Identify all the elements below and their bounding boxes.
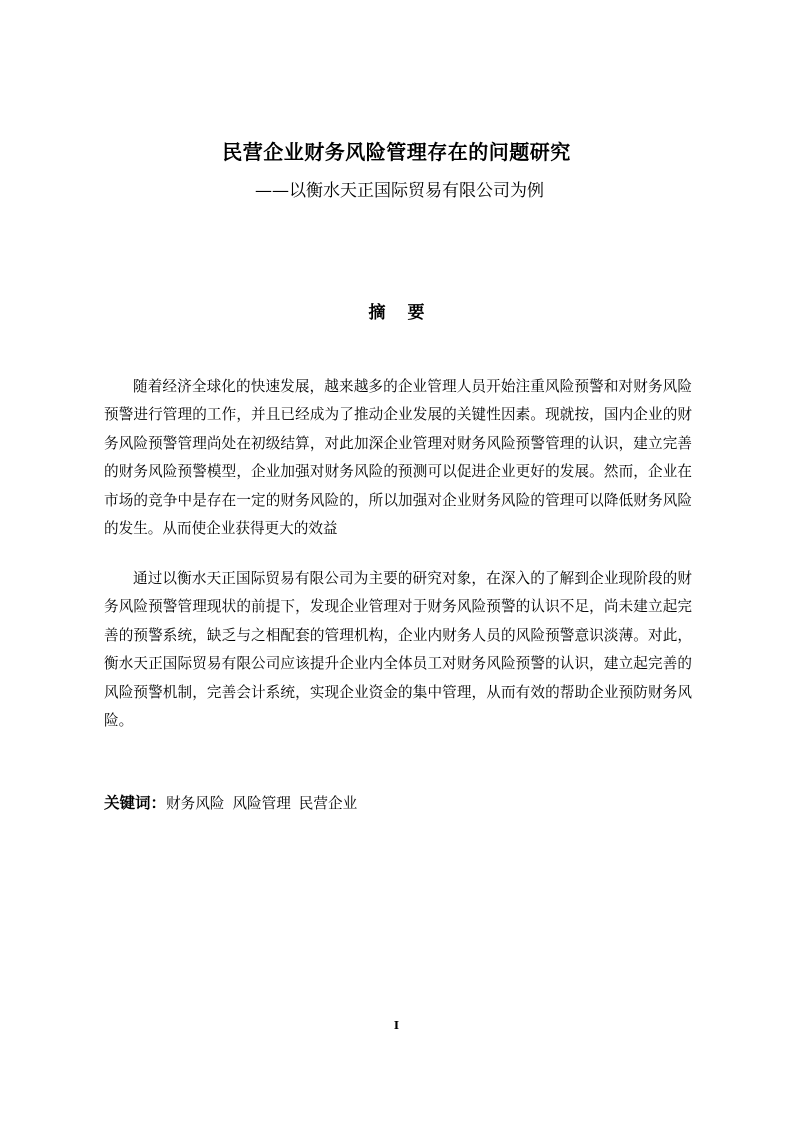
paper-title: 民营企业财务风险管理存在的问题研究 bbox=[222, 140, 571, 164]
abstract-heading bbox=[0, 298, 793, 323]
abstract-heading-char-2: 要 bbox=[407, 303, 425, 323]
keywords-label: 关键词： bbox=[104, 794, 167, 812]
abstract-heading-char-1: 摘 bbox=[368, 303, 386, 323]
abstract-paragraph-1: 随着经济全球化的快速发展，越来越多的企业管理人员开始注重风险预警和对财务风险预警进行管理的工作，并且已经成为了推动企业发展的关键性因素。现就按，国内企业的财务风险预警管理尚处在初级结算，对此加深企业管理对财务风险预警管理的认识，建立完善的财务风险预警模型，企业加强对财务风险的预测可以促进企业更好的发展。然而，企业在市场的竞争中是存在一定的财务风险的，所以加强对企业财务风险的管理可以降低财务风险的发生。从而使企业获得更大的效益 bbox=[104, 378, 692, 538]
keyword-item-2: 风险管理 bbox=[232, 795, 291, 812]
keywords-line bbox=[104, 791, 365, 813]
page-number: I bbox=[393, 1019, 400, 1032]
paper-subtitle: ——以衡水天正国际贸易有限公司为例 bbox=[255, 181, 544, 201]
keyword-item-3: 民营企业 bbox=[298, 795, 358, 812]
keyword-item-1: 财务风险 bbox=[166, 795, 225, 812]
abstract-paragraph-2: 通过以衡水天正国际贸易有限公司为主要的研究对象，在深入的了解到企业现阶段的财务风险预警管理现状的前提下，发现企业管理对于财务风险预警的认识不足，尚未建立起完善的预警系统，缺乏与之相配套的管理机构，企业内财务人员的风险预警意识淡薄。对此，衡水天正国际贸易有限公司应该提升企业内全体员工对财务风险预警的认识，建立起完善的风险预警机制，完善会计系统，实现企业资金的集中管理，从而有效的帮助企业预防财务风险。 bbox=[104, 570, 692, 730]
